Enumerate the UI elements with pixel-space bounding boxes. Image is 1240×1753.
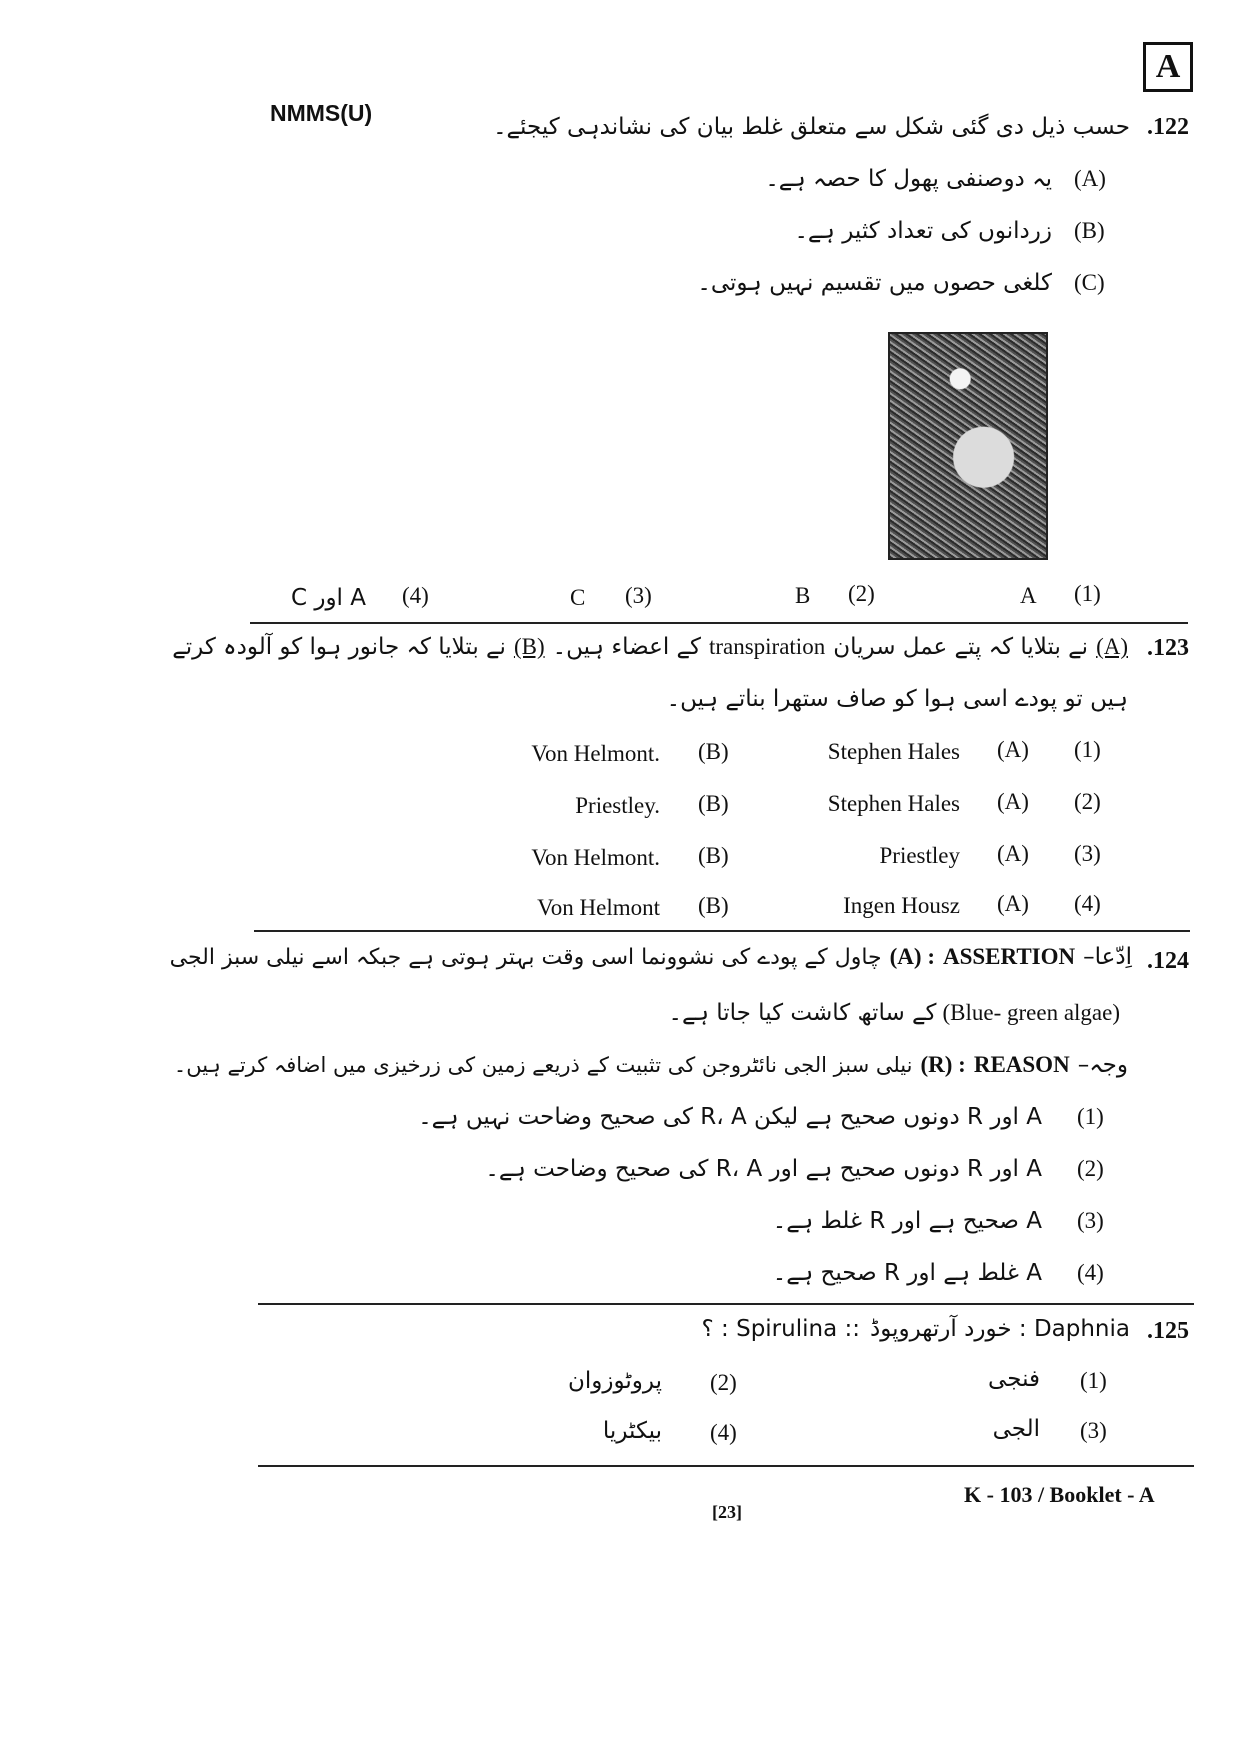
- q124-assertion-label: (A) :: [889, 944, 935, 969]
- q123-text3: نے بتلایا کہ جانور ہوا کو آلودہ کرتے: [172, 634, 506, 660]
- q123-option-1-b-name: Von Helmont.: [531, 741, 660, 766]
- q123-option-2-a: (A): [997, 789, 1029, 814]
- q124-option-4-label: (4): [1077, 1260, 1104, 1285]
- q122-option-1: A: [1020, 583, 1037, 608]
- q124-blue-green-algae: (Blue- green algae): [942, 1000, 1120, 1025]
- q124-assertion-line2: [669, 1000, 1121, 1026]
- q123-option-3-b-name: Von Helmont.: [531, 845, 660, 870]
- q125-option-2: پروٹوزوان: [568, 1368, 662, 1394]
- q123-option-4-label: (4): [1074, 891, 1101, 916]
- q125-option-4-label: (4): [710, 1420, 737, 1445]
- q122-statement-b: زردانوں کی تعداد کثیر ہے۔: [794, 218, 1052, 244]
- q122-number: .122: [1147, 114, 1189, 140]
- booklet-code: K - 103 / Booklet - A: [964, 1482, 1155, 1507]
- q123-option-1-b: (B): [698, 739, 729, 764]
- q122-option-3: C: [570, 585, 586, 610]
- q123-line1: [172, 634, 1128, 660]
- q124-option-2-label: (2): [1077, 1156, 1104, 1181]
- q123-option-4-b-name: Von Helmont: [537, 895, 660, 920]
- divider-123: [254, 930, 1190, 932]
- q123-option-3-a-name: Priestley: [879, 843, 960, 868]
- flower-figure: [888, 332, 1048, 560]
- q124-option-2: A اور R دونوں صحیح ہے اور R، A کی صحیح وضاحت ہے۔: [485, 1156, 1042, 1182]
- q125-question-part1: Daphnia : خورد آرتھروپوڈ: [869, 1316, 1130, 1342]
- q123-text2: کے اعضاء ہیں۔: [552, 634, 701, 660]
- divider-125: [258, 1465, 1194, 1467]
- q124-option-3-label: (3): [1077, 1208, 1104, 1233]
- q124-reason-label: (R) :: [920, 1052, 966, 1077]
- q123-option-3-a: (A): [997, 841, 1029, 866]
- q123-blank-a: (A): [1096, 634, 1128, 659]
- q124-assertion-prefix: اِدّعا–: [1083, 944, 1132, 970]
- q123-option-1-a: (A): [997, 737, 1029, 762]
- q124-reason-prefix: وجہ–: [1077, 1052, 1128, 1078]
- q123-option-4-b: (B): [698, 893, 729, 918]
- q125-option-3-label: (3): [1080, 1418, 1107, 1443]
- q122-option-2-label: (2): [848, 581, 875, 606]
- q125-number: .125: [1147, 1318, 1189, 1344]
- q123-option-1-label: (1): [1074, 737, 1101, 762]
- q122-statement-b-label: (B): [1074, 218, 1105, 243]
- q124-assertion-text: چاول کے پودے کی نشوونما اسی وقت بہتر ہوتی ہے جبکہ اسے نیلی سبز الجی: [169, 945, 882, 970]
- q124-assertion-eng: ASSERTION: [942, 944, 1076, 969]
- q122-statement-c-label: (C): [1074, 270, 1105, 295]
- q123-option-3-label: (3): [1074, 841, 1101, 866]
- divider-122: [250, 622, 1188, 624]
- q123-option-4-a-name: Ingen Housz: [843, 893, 960, 918]
- q122-statement-a-label: (A): [1074, 166, 1106, 191]
- q123-option-2-a-name: Stephen Hales: [827, 791, 960, 816]
- q125-question-part2: :: Spirulina : ؟: [701, 1316, 860, 1342]
- exam-code: NMMS(U): [270, 100, 373, 126]
- q124-reason-text: نیلی سبز الجی نائٹروجن کی تثبیت کے ذریعے زمین کی زرخیزی میں اضافہ کرتے ہیں۔: [173, 1053, 913, 1077]
- q123-number: .123: [1147, 635, 1189, 661]
- q124-number: .124: [1147, 948, 1189, 974]
- q124-option-3: A صحیح ہے اور R غلط ہے۔: [772, 1208, 1042, 1234]
- q124-option-1: A اور R دونوں صحیح ہے لیکن R، A کی صحیح وضاحت نہیں ہے۔: [418, 1104, 1042, 1130]
- q124-reason-line: [174, 1052, 1128, 1078]
- q123-option-1-a-name: Stephen Hales: [827, 739, 960, 764]
- q123-option-3-b: (B): [698, 843, 729, 868]
- q125-question: [702, 1316, 1131, 1342]
- q124-reason-eng: REASON: [973, 1052, 1070, 1077]
- q124-option-4: A غلط ہے اور R صحیح ہے۔: [772, 1260, 1042, 1286]
- q122-option-1-label: (1): [1074, 581, 1101, 606]
- q125-option-1: فنجی: [988, 1366, 1040, 1392]
- q124-assertion-line2-text: کے ساتھ کاشت کیا جاتا ہے۔: [668, 1000, 937, 1026]
- q122-option-3-label: (3): [625, 583, 652, 608]
- divider-124: [258, 1303, 1194, 1305]
- q122-statement-c: کلغی حصوں میں تقسیم نہیں ہوتی۔: [697, 270, 1052, 296]
- booklet-letter-box: A: [1143, 42, 1193, 92]
- q122-statement-a: یہ دوصنفی پھول کا حصہ ہے۔: [765, 166, 1052, 192]
- q125-option-4: بیکٹریا: [602, 1418, 662, 1444]
- q122-question: حسب ذیل دی گئی شکل سے متعلق غلط بیان کی نشاندہی کیجئے۔: [493, 114, 1130, 140]
- q124-assertion-line1: [170, 944, 1132, 970]
- q123-option-2-b: (B): [698, 791, 729, 816]
- q122-option-2: B: [795, 583, 811, 608]
- q123-text1: نے بتلایا کہ پتے عمل سریان: [833, 634, 1089, 660]
- q125-option-1-label: (1): [1080, 1368, 1107, 1393]
- q125-option-2-label: (2): [710, 1370, 737, 1395]
- q122-option-4: A اور C: [290, 585, 366, 611]
- q125-option-3: الجی: [992, 1416, 1040, 1442]
- q123-option-2-b-name: Priestley.: [575, 793, 660, 818]
- q123-option-4-a: (A): [997, 891, 1029, 916]
- q124-option-1-label: (1): [1077, 1104, 1104, 1129]
- q123-line2: ہیں تو پودے اسی ہوا کو صاف ستھرا بناتے ہیں۔: [666, 686, 1128, 712]
- q123-option-2-label: (2): [1074, 789, 1101, 814]
- q123-transpiration: transpiration: [708, 634, 826, 659]
- q123-blank-b: (B): [513, 634, 545, 659]
- q122-option-4-label: (4): [402, 583, 429, 608]
- page-number: [23]: [712, 1502, 742, 1522]
